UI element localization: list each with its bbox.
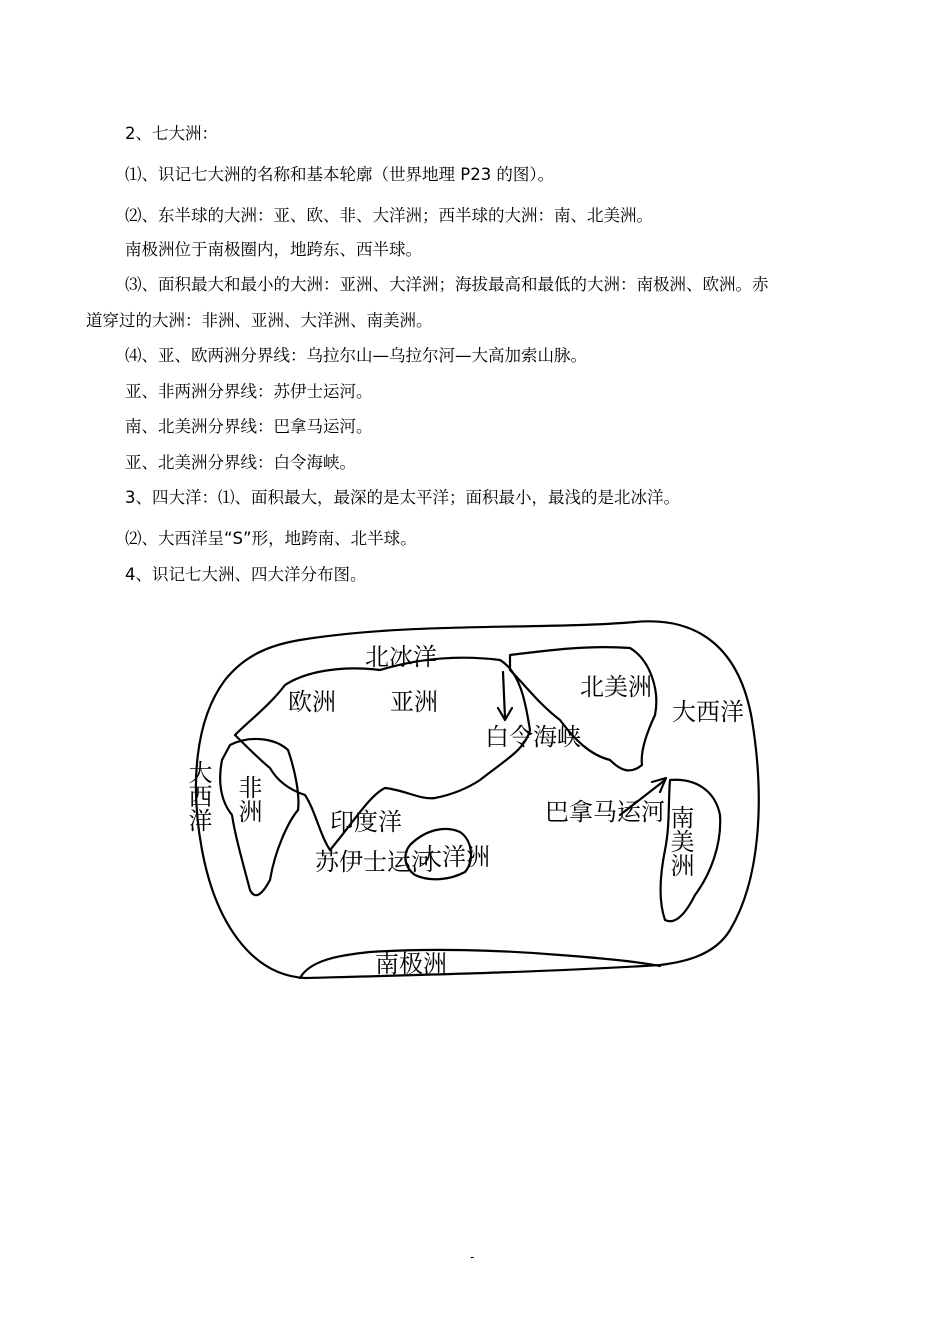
text-line: ⑶、面积最大和最小的大洲：亚洲、大洋洲；海拔最高和最低的大洲：南极洲、欧洲。赤 — [125, 275, 769, 294]
text-line: 亚、非两洲分界线：苏伊士运河。 — [125, 382, 373, 401]
text-line: ⑵、大西洋呈“S”形，地跨南、北半球。 — [125, 529, 417, 548]
section-heading-continents: 2、七大洲： — [125, 124, 218, 143]
label-bering-strait: 白令海峡 — [485, 723, 581, 751]
section-heading-oceans: 3、四大洋：⑴、面积最大，最深的是太平洋；面积最小，最浅的是北冰洋。 — [125, 488, 680, 507]
label-antarctica: 南极洲 — [375, 950, 447, 978]
text-line: 亚、北美洲分界线：白令海峡。 — [125, 453, 356, 472]
label-africa: 非洲 — [234, 775, 262, 823]
north-america-outline — [510, 647, 656, 770]
label-atlantic-left: 大西洋 — [184, 760, 212, 832]
label-south-america: 南美洲 — [666, 805, 694, 877]
text-line: 道穿过的大洲：非洲、亚洲、大洋洲、南美洲。 — [86, 311, 433, 330]
bering-arrow — [498, 672, 512, 720]
section-heading-map: 4、识记七大洲、四大洋分布图。 — [125, 565, 367, 584]
text-line: 南极洲位于南极圈内，地跨东、西半球。 — [125, 240, 422, 259]
world-map-sketch — [180, 610, 770, 990]
text-line: ⑷、亚、欧两洲分界线：乌拉尔山—乌拉尔河—大高加索山脉。 — [125, 346, 587, 365]
label-europe: 欧洲 — [288, 688, 336, 716]
label-atlantic-right: 大西洋 — [672, 698, 744, 726]
text-line: 南、北美洲分界线：巴拿马运河。 — [125, 417, 373, 436]
text-line: ⑵、东半球的大洲：亚、欧、非、大洋洲；西半球的大洲：南、北美洲。 — [125, 206, 653, 225]
text-line: ⑴、识记七大洲的名称和基本轮廓（世界地理 P23 的图）。 — [125, 165, 555, 184]
label-suez-canal: 苏伊士运河 — [315, 848, 435, 876]
map-frame — [196, 621, 759, 978]
label-panama-canal: 巴拿马运河 — [545, 798, 665, 826]
label-oceania: 大洋洲 — [418, 843, 490, 871]
page-number-mark: - — [470, 1250, 475, 1264]
label-indian-ocean: 印度洋 — [330, 808, 402, 836]
label-asia: 亚洲 — [390, 688, 438, 716]
label-north-america: 北美洲 — [580, 673, 652, 701]
world-map-svg — [180, 610, 770, 990]
label-arctic-ocean: 北冰洋 — [365, 643, 437, 671]
